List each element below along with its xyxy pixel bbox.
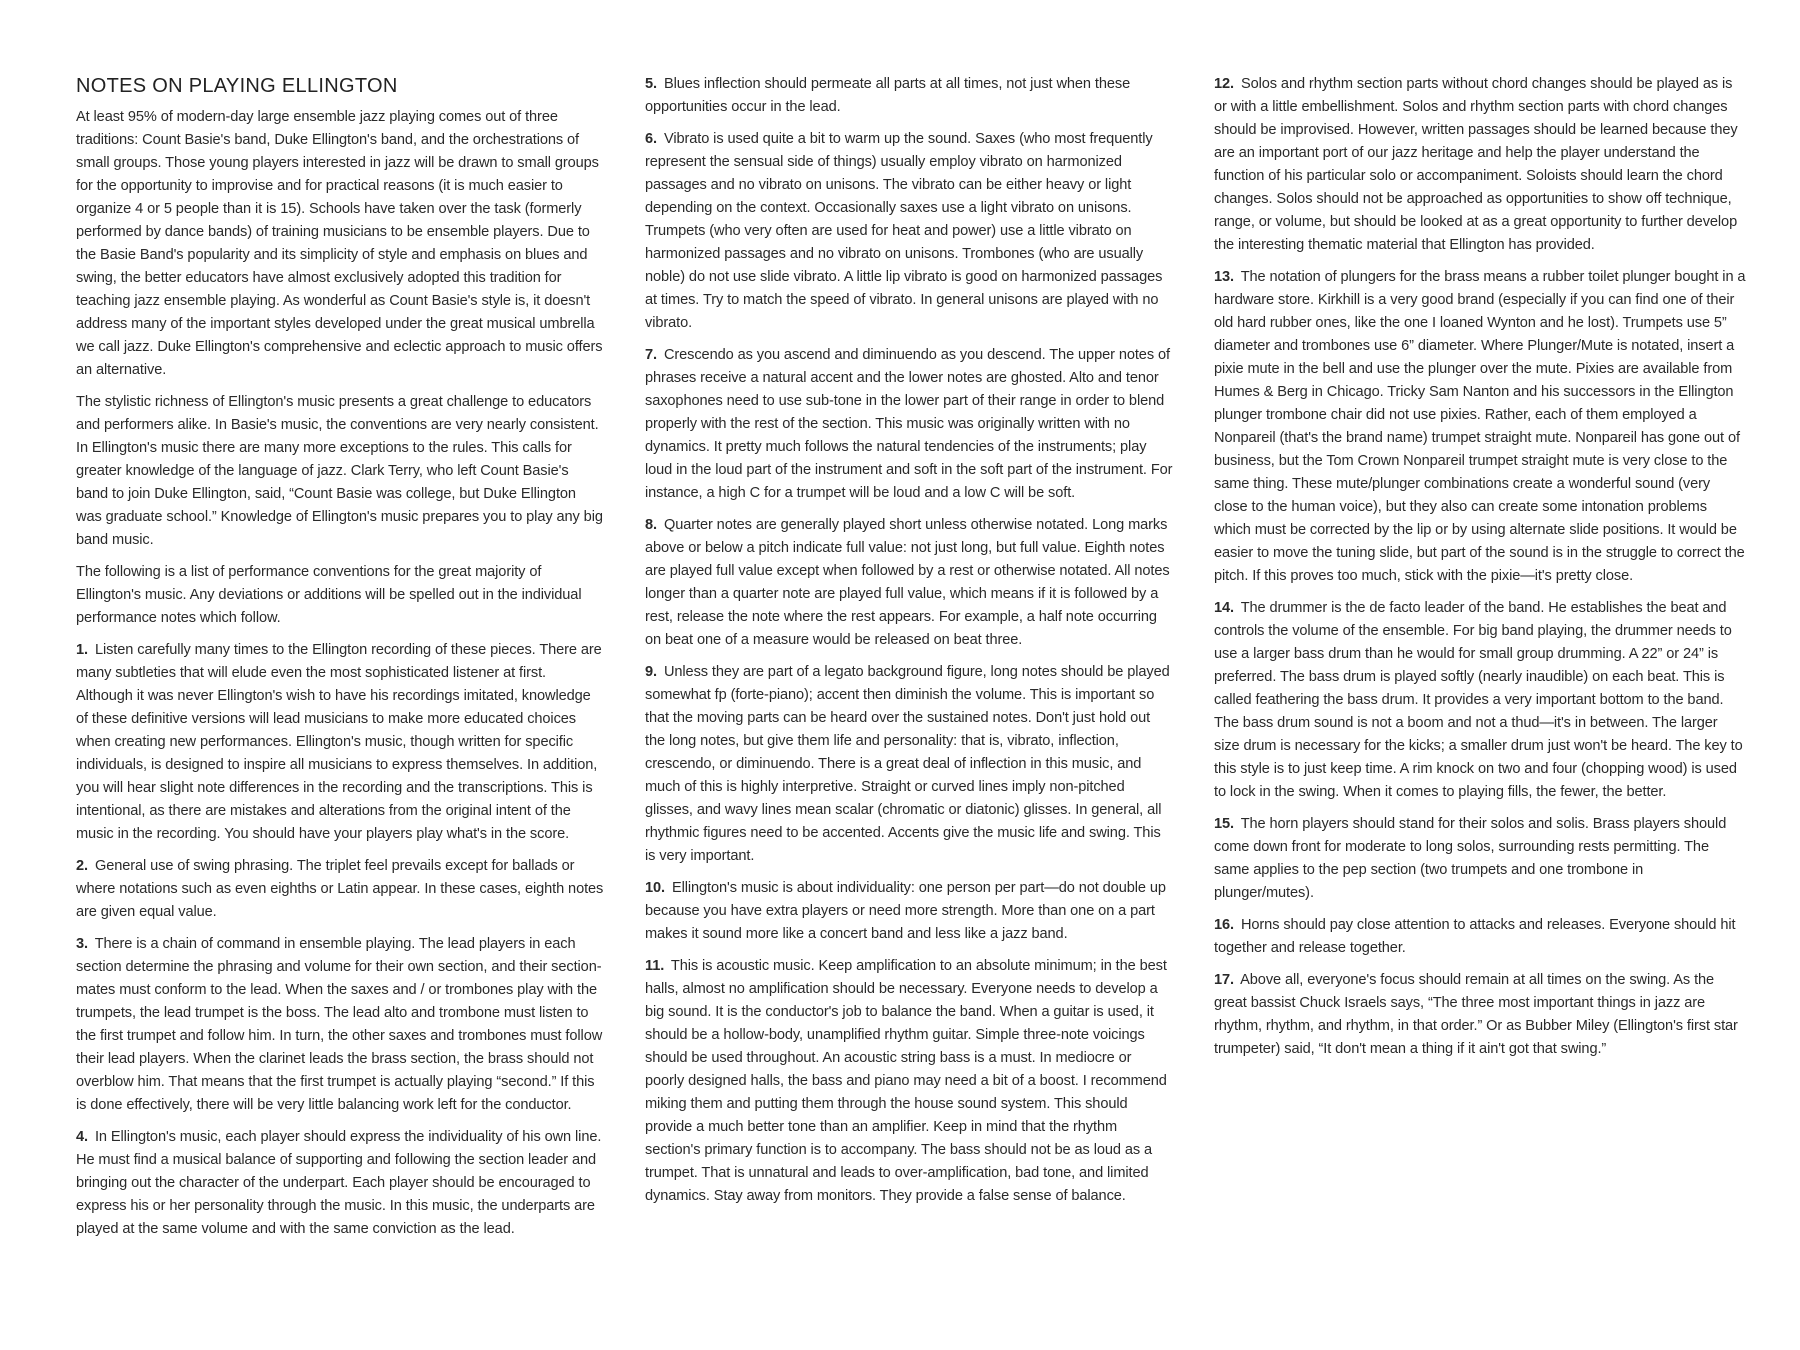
note-text: Quarter notes are generally played short unless otherwise notated. Long marks above or below a pitch indicate full value: not just long, but full value. Eighth notes are played full value except when followed by a rest or otherwise notated. All notes longer than a quarter note are played full value, which means if it is followed by a rest, release the note where the rest appears. For example, a half note occurring on beat one of a measure would be released on beat three. xyxy=(645,517,1170,648)
note-text: There is a chain of command in ensemble playing. The lead players in each section determine the phrasing and volume for their own section, and their section-mates must conform to the lead. When the saxes and / or trombones play with the trumpets, the lead trumpet is the boss. The lead alto and trombone must listen to the first trumpet and follow him. In turn, the other saxes and trombones must follow their lead players. When the clarinet leads the brass section, the brass should not overblow him. That means that the first trumpet is actually playing “second.” If this is done effectively, there will be very little balancing work left for the conductor. xyxy=(76,936,603,1113)
intro-paragraph-3: The following is a list of performance conventions for the great majority of Ellington's music. Any deviations or additions will be spelled out in the individual performance notes which follow. xyxy=(76,564,582,626)
note-4 xyxy=(76,1126,604,1241)
note-17 xyxy=(1214,969,1746,1061)
note-11 xyxy=(645,955,1173,1208)
note-number: 8. xyxy=(645,517,657,533)
note-1 xyxy=(76,639,604,846)
note-number: 5. xyxy=(645,76,657,92)
note-text: Crescendo as you ascend and diminuendo as you descend. The upper notes of phrases receive a natural accent and the lower notes are ghosted. Alto and tenor saxophones need to use sub-tone in the lower part of their range in order to blend properly with the rest of the section. This music was originally written with no dynamics. It pretty much follows the natural tendencies of the instruments; play loud in the loud part of the instrument and soft in the soft part of the instrument. For instance, a high C for a trumpet will be loud and a low C will be soft. xyxy=(645,347,1173,501)
page-title: NOTES ON PLAYING ELLINGTON xyxy=(76,75,398,97)
note-number: 13. xyxy=(1214,269,1234,285)
note-number: 3. xyxy=(76,936,88,952)
intro-paragraph-2: The stylistic richness of Ellington's music presents a great challenge to educators and performers alike. In Basie's music, the conventions are very nearly consistent. In Ellington's music there are many more exceptions to the rules. This calls for greater knowledge of the language of jazz. Clark Terry, who left Count Basie's band to join Duke Ellington, said, “Count Basie was college, but Duke Ellington was graduate school.” Knowledge of Ellington's music prepares you to play any big band music. xyxy=(76,394,603,548)
note-number: 16. xyxy=(1214,917,1234,933)
note-text: The horn players should stand for their solos and solis. Brass players should come down front for moderate to long solos, surrounding rests permitting. The same applies to the pep section (two trumpets and one trombone in plunger/mutes). xyxy=(1214,816,1727,901)
note-number: 2. xyxy=(76,858,88,874)
note-9 xyxy=(645,661,1173,868)
note-text: Solos and rhythm section parts without chord changes should be played as is or with a little embellishment. Solos and rhythm section parts with chord changes should be improvised. However, written passages should be learned because they are an important port of our jazz heritage and help the player understand the function of his particular solo or accompaniment. Soloists should learn the chord changes. Solos should not be approached as opportunities to show off technique, range, or volume, but should be looked at as a great opportunity to further develop the interesting thematic material that Ellington has provided. xyxy=(1214,76,1738,253)
note-text: In Ellington's music, each player should express the individuality of his own line. He must find a musical balance of supporting and following the section leader and bringing out the character of the underpart. Each player should be encouraged to express his or her personality through the music. In this music, the underparts are played at the same volume and with the same conviction as the lead. xyxy=(76,1129,602,1237)
note-number: 7. xyxy=(645,347,657,363)
note-number: 6. xyxy=(645,131,657,147)
note-text: Unless they are part of a legato background figure, long notes should be played somewhat fp (forte-piano); accent then diminish the volume. This is important so that the moving parts can be heard over the sustained notes. Don't just hold out the long notes, but give them life and personality: that is, vibrato, inflection, crescendo, or diminuendo. There is a great deal of inflection in this music, and much of this is highly interpretive. Straight or curved lines imply non-pitched glisses, and wavy lines mean scalar (chromatic or diatonic) glisses. In general, all rhythmic figures need to be accented. Accents give the music life and swing. This is very important. xyxy=(645,664,1170,864)
column-3 xyxy=(1214,73,1746,1070)
note-text: Blues inflection should permeate all parts at all times, not just when these opportunities occur in the lead. xyxy=(645,76,1131,115)
note-8 xyxy=(645,514,1173,652)
note-5 xyxy=(645,73,1173,119)
note-number: 17. xyxy=(1214,972,1234,988)
note-6 xyxy=(645,128,1173,335)
note-number: 1. xyxy=(76,642,88,658)
note-text: Vibrato is used quite a bit to warm up the sound. Saxes (who most frequently represent the sensual side of things) usually employ vibrato on harmonized passages and no vibrato on unisons. The vibrato can be either heavy or light depending on the context. Occasionally saxes use a light vibrato on unisons. Trumpets (who very often are used for heat and power) use a little vibrato on harmonized passages and no vibrato on unisons. Trombones (who are usually noble) do not use slide vibrato. A little lip vibrato is good on harmonized passages at times. Try to match the speed of vibrato. In general unisons are played with no vibrato. xyxy=(645,131,1163,331)
note-number: 4. xyxy=(76,1129,88,1145)
note-text: Listen carefully many times to the Ellington recording of these pieces. There are many subtleties that will elude even the most sophisticated listener at first. Although it was never Ellington's wish to have his recordings imitated, knowledge of these definitive versions will lead musicians to make more educated choices when creating new performances. Ellington's music, though written for specific individuals, is designed to inspire all musicians to express themselves. In addition, you will hear slight note differences in the recording and the transcriptions. This is intentional, as there are mistakes and alterations from the original intent of the music in the recording. You should have your players play what's in the score. xyxy=(76,642,602,842)
note-text: General use of swing phrasing. The triplet feel prevails except for ballads or where notations such as even eighths or Latin appear. In these cases, eighth notes are given equal value. xyxy=(76,858,604,920)
note-text: This is acoustic music. Keep amplification to an absolute minimum; in the best halls, almost no amplification should be necessary. Everyone needs to develop a big sound. It is the conductor's job to balance the band. When a guitar is used, it should be a hollow-body, unamplified rhythm guitar. Simple three-note voicings should be used throughout. An acoustic string bass is a must. In mediocre or poorly designed halls, the bass and piano may need a bit of a boost. I recommend miking them and putting them through the house sound system. This should provide a much better tone than an amplifier. Keep in mind that the rhythm section's primary function is to accompany. The bass should not be as loud as a trumpet. That is unnatural and leads to over-amplification, bad tone, and limited dynamics. Stay away from monitors. They provide a false sense of balance. xyxy=(645,958,1167,1204)
note-number: 12. xyxy=(1214,76,1234,92)
note-text: Above all, everyone's focus should remain at all times on the swing. As the great bassist Chuck Israels says, “The three most important things in jazz are rhythm, rhythm, and rhythm, in that order.” Or as Bubber Miley (Ellington's first star trumpeter) said, “It don't mean a thing if it ain't got that swing.” xyxy=(1214,972,1738,1057)
note-15 xyxy=(1214,813,1746,905)
note-text: Horns should pay close attention to attacks and releases. Everyone should hit together and release together. xyxy=(1214,917,1736,956)
note-16 xyxy=(1214,914,1746,960)
column-2 xyxy=(645,73,1173,1217)
note-number: 9. xyxy=(645,664,657,680)
note-number: 10. xyxy=(645,880,665,896)
note-text: The drummer is the de facto leader of the band. He establishes the beat and controls the volume of the ensemble. For big band playing, the drummer needs to use a larger bass drum than he would for small group drumming. A 22” or 24” is preferred. The bass drum is played softly (nearly inaudible) on each beat. This is called feathering the bass drum. It provides a very important bottom to the band. The bass drum sound is not a boom and not a thud—it's in between. The larger size drum is necessary for the kicks; a smaller drum just won't be heard. The key to this style is to just keep time. A rim knock on two and four (chopping wood) is used to lock in the swing. When it comes to playing fills, the fewer, the better. xyxy=(1214,600,1743,800)
note-7 xyxy=(645,344,1173,505)
note-text: The notation of plungers for the brass means a rubber toilet plunger bought in a hardware store. Kirkhill is a very good brand (especially if you can find one of their old hard rubber ones, like the one I loaned Wynton and he lost). Trumpets use 5” diameter and trombones use 6” diameter. Where Plunger/Mute is notated, insert a pixie mute in the bell and use the plunger over the mute. Pixies are available from Humes & Berg in Chicago. Tricky Sam Nanton and his successors in the Ellington plunger trombone chair did not use pixies. Rather, each of them employed a Nonpareil (that's the brand name) trumpet straight mute. Nonpareil has gone out of business, but the Tom Crown Nonpareil trumpet straight mute is very close to the same thing. These mute/plunger combinations create a wonderful sound (very close to the human voice), but they also can create some intonation problems which must be corrected by the lip or by using alternate slide positions. It would be easier to move the tuning slide, but part of the sound is in the struggle to correct the pitch. If this proves too much, stick with the pixie—it's pretty close. xyxy=(1214,269,1746,584)
note-12 xyxy=(1214,73,1746,257)
note-10 xyxy=(645,877,1173,946)
note-3 xyxy=(76,933,604,1117)
note-2 xyxy=(76,855,604,924)
note-text: Ellington's music is about individuality: one person per part—do not double up because you have extra players or need more strength. More than one on a part makes it sound more like a concert band and less like a jazz band. xyxy=(645,880,1166,942)
note-number: 14. xyxy=(1214,600,1234,616)
note-number: 15. xyxy=(1214,816,1234,832)
note-number: 11. xyxy=(645,958,665,974)
note-14 xyxy=(1214,597,1746,804)
intro-paragraph-1: At least 95% of modern-day large ensemble jazz playing comes out of three traditions: Count Basie's band, Duke Ellington's band, and the orchestrations of small groups. Those young players interested in jazz will be drawn to small groups for the opportunity to improvise and for practical reasons (it is much easier to organize 4 or 5 people than it is 15). Schools have taken over the task (formerly performed by dance bands) of training musicians to be ensemble players. Due to the Basie Band's popularity and its simplicity of style and emphasis on blues and swing, the better educators have almost exclusively adopted this tradition for teaching jazz ensemble playing. As wonderful as Count Basie's style is, it doesn't address many of the important styles developed under the great musical umbrella we call jazz. Duke Ellington's comprehensive and eclectic approach to music offers an alternative. xyxy=(76,109,603,378)
column-1 xyxy=(76,73,604,1250)
note-13 xyxy=(1214,266,1746,588)
